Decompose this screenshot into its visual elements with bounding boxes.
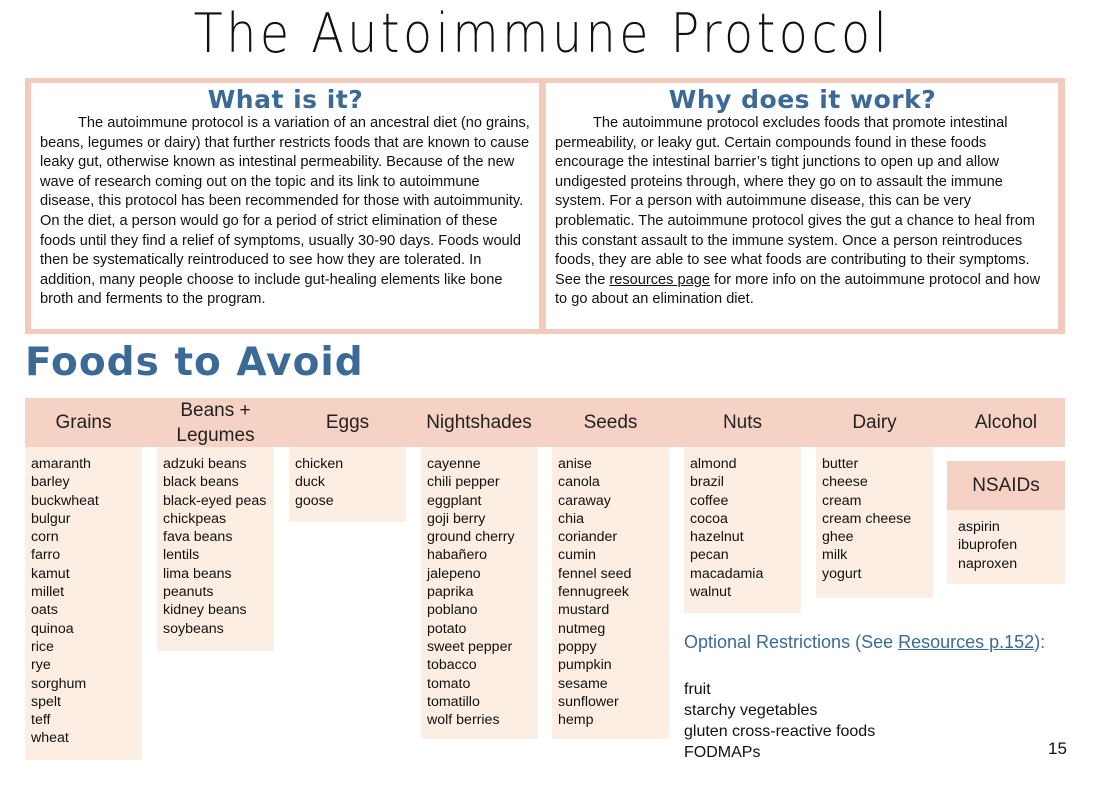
list-item: goji berry — [427, 510, 486, 527]
list-item: coffee — [690, 492, 729, 509]
category-beans-line2: Legumes — [176, 424, 255, 446]
list-item: aspirin — [958, 519, 1000, 535]
list-item: barley — [31, 474, 70, 491]
list-item: goose — [295, 492, 334, 509]
dairy-list — [816, 447, 933, 598]
list-item: fennugreek — [558, 584, 629, 601]
category-beans-line1: Beans + — [180, 399, 251, 421]
what-is-it-box — [31, 83, 539, 329]
list-item: chicken — [295, 456, 344, 472]
list-item: soybeans — [163, 620, 224, 637]
list-item: chickpeas — [163, 510, 227, 527]
category-nightshades: Nightshades — [426, 412, 532, 433]
grains-list — [25, 447, 142, 760]
seeds-list — [552, 447, 669, 739]
what-is-it-paragraph: The autoimmune protocol is a variation of an ancestral diet (no grains, beans, legumes or dairy) that further restricts foods that are known to cause leaky gut, otherwise known as intestinal permeability. Because of the new wave of research coming out on the topic and its link to autoimmune disease, this protocol has been recommended for those with autoimmunity. On the diet, a person would go for a period of strict elimination of these foods until they find a relief of symptoms, usually 30-90 days. Foods would then be systematically reintroduced to see how they are tolerated. In addition, many people choose to include gut-healing elements like bone broth and ferments to the program. — [40, 115, 530, 308]
list-item: buckwheat — [31, 492, 99, 509]
nsaids-list — [947, 510, 1065, 584]
list-item: habañero — [427, 547, 487, 564]
list-item: fruit — [684, 681, 711, 698]
eggs-list — [289, 447, 406, 522]
list-item: pumpkin — [558, 657, 612, 674]
list-item: jalepeno — [427, 565, 481, 582]
list-item: walnut — [690, 584, 732, 601]
list-item: ground cherry — [427, 529, 515, 546]
list-item: sweet pepper — [427, 638, 513, 655]
category-alcohol: Alcohol — [974, 412, 1038, 433]
list-item: mustard — [558, 602, 610, 619]
what-is-it-text — [40, 114, 531, 310]
list-item: bulgur — [31, 510, 71, 527]
list-item: tomato — [427, 675, 471, 692]
list-item: fennel seed — [558, 565, 632, 582]
list-item: starchy vegetables — [684, 702, 818, 719]
category-nsaids: NSAIDs — [947, 461, 1065, 510]
why-text-before-link: The autoimmune protocol excludes foods that promote intestinal permeability, or leaky gut. Certain compounds found in these foods encourage the intestinal barrier’s tight junctions to open up and allow undigested proteins through, where they go on to assault the immune system. For a person with autoimmune disease, this can be very problematic. The autoimmune protocol gives the gut a chance to heal from this constant assault to the immune system. Once a person reintroduces foods, they are able to see what foods are contributing to their symptoms. See the — [555, 115, 1035, 288]
list-item: almond — [690, 456, 737, 472]
beans-legumes-list — [157, 447, 274, 651]
list-item: butter — [822, 456, 859, 472]
list-item: anise — [558, 456, 592, 472]
list-item: fava beans — [163, 529, 233, 546]
category-eggs: Eggs — [325, 412, 370, 433]
list-item: millet — [31, 584, 65, 601]
list-item: tomatillo — [427, 693, 480, 710]
list-item: kamut — [31, 565, 70, 582]
list-item: black beans — [163, 474, 239, 491]
list-item: rye — [31, 657, 51, 674]
list-item: pecan — [690, 547, 729, 564]
list-item: poblano — [427, 602, 478, 619]
list-item: peanuts — [163, 584, 214, 601]
list-item: milk — [822, 547, 848, 564]
nightshades-list — [421, 447, 538, 739]
list-item: ghee — [822, 529, 854, 546]
page-number: 15 — [1048, 739, 1067, 758]
optional-restrictions-heading — [684, 632, 1045, 653]
list-item: spelt — [31, 693, 61, 710]
list-item: cayenne — [427, 456, 481, 472]
list-item: naproxen — [958, 555, 1018, 572]
list-item: teff — [31, 712, 51, 729]
foods-to-avoid-heading: Foods to Avoid — [25, 340, 364, 385]
list-item: paprika — [427, 584, 474, 601]
list-item: hemp — [558, 712, 594, 729]
resources-p152-link[interactable]: Resources p.152 — [898, 632, 1035, 652]
list-item: brazil — [690, 474, 724, 491]
list-item: eggplant — [427, 492, 482, 509]
list-item: duck — [295, 474, 325, 491]
list-item: sesame — [558, 675, 608, 692]
list-item: canola — [558, 474, 600, 491]
list-item: wolf berries — [427, 712, 500, 729]
optional-heading-suffix: ): — [1034, 632, 1046, 652]
list-item: lentils — [163, 547, 200, 564]
list-item: cocoa — [690, 510, 728, 527]
list-item: oats — [31, 602, 58, 619]
list-item: cumin — [558, 547, 596, 564]
why-does-it-work-box — [546, 83, 1058, 329]
list-item: amaranth — [31, 456, 91, 472]
why-text-after-link: for more info on the autoimmune protocol and how to go about an elimination diet. — [555, 271, 1041, 308]
list-item: gluten cross-reactive foods — [684, 723, 876, 740]
list-item: kidney beans — [163, 602, 247, 619]
list-item: cream — [822, 492, 862, 509]
what-is-it-heading: What is it? — [207, 85, 364, 114]
list-item: adzuki beans — [163, 456, 247, 472]
list-item: coriander — [558, 529, 618, 546]
list-item: caraway — [558, 492, 611, 509]
optional-heading-prefix: Optional Restrictions (See — [684, 632, 899, 652]
list-item: poppy — [558, 638, 597, 655]
list-item: potato — [427, 620, 467, 637]
category-grains: Grains — [55, 412, 112, 433]
list-item: corn — [31, 529, 59, 546]
category-beans-legumes — [157, 398, 274, 447]
category-seeds: Seeds — [583, 412, 638, 433]
list-item: black-eyed peas — [163, 492, 267, 509]
category-dairy: Dairy — [852, 412, 897, 433]
list-item: farro — [31, 547, 61, 564]
list-item: chili pepper — [427, 474, 500, 491]
list-item: chia — [558, 510, 585, 527]
list-item: cheese — [822, 474, 868, 491]
list-item: tobacco — [427, 657, 477, 674]
category-nuts: Nuts — [722, 412, 763, 433]
list-item: sorghum — [31, 675, 87, 692]
list-item: wheat — [31, 730, 69, 747]
list-item: rice — [31, 638, 54, 655]
list-item: ibuprofen — [958, 537, 1018, 554]
page-title: The Autoimmune Protocol — [193, 2, 891, 65]
intro-frame — [25, 78, 1065, 334]
list-item: sunflower — [558, 693, 619, 710]
why-does-it-work-heading: Why does it work? — [668, 85, 937, 114]
list-item: hazelnut — [690, 529, 744, 546]
list-item: FODMAPs — [684, 744, 761, 761]
list-item: lima beans — [163, 565, 232, 582]
nuts-list — [684, 447, 801, 613]
list-item: macadamia — [690, 565, 764, 582]
optional-restrictions-list — [684, 679, 875, 763]
why-does-it-work-text — [555, 114, 1050, 310]
resources-page-link[interactable]: resources page — [609, 271, 710, 288]
list-item: quinoa — [31, 620, 74, 637]
list-item: cream cheese — [822, 510, 912, 527]
list-item: nutmeg — [558, 620, 606, 637]
list-item: yogurt — [822, 565, 862, 582]
